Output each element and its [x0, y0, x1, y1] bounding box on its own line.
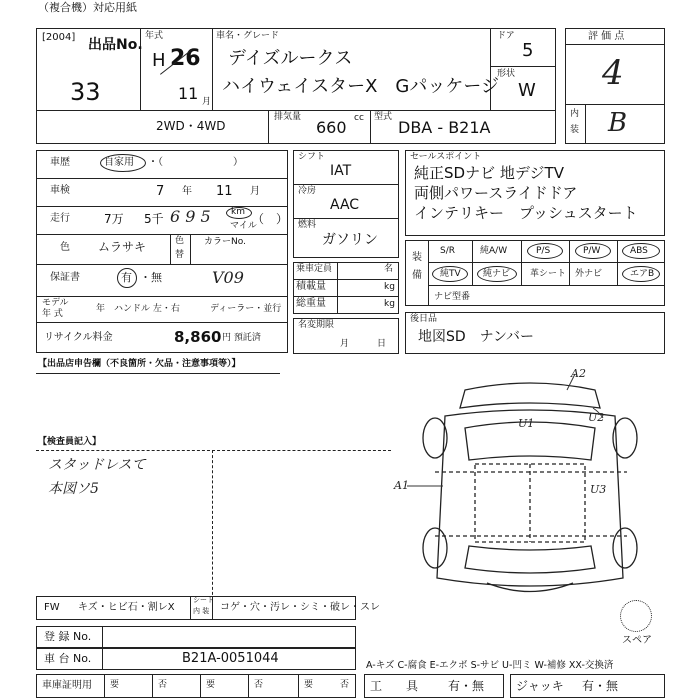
seller-notes-label: 【出品店申告欄（不良箇所・欠品・注意事項等）】	[38, 359, 241, 369]
dealer-text: ディーラー・並行	[210, 304, 282, 314]
garage-cell-5: 要	[304, 680, 314, 690]
seat-label-2: 内 装	[193, 607, 210, 615]
inspection-label: 車検	[50, 185, 70, 196]
model-value: DBA - B21A	[398, 118, 491, 137]
drive-type: 2WD・4WD	[156, 119, 226, 133]
month-value: 11	[178, 84, 199, 103]
equip-abs: ABS	[630, 246, 648, 256]
warranty-no: ・無	[140, 271, 162, 284]
equip-navi: 純ナビ	[483, 269, 511, 279]
recycle-unit: 円 預託済	[222, 333, 261, 343]
color-value: ムラサキ	[98, 240, 147, 254]
color-label: 色	[60, 242, 70, 253]
doors-value: 5	[522, 40, 534, 61]
spare-label: スペア	[622, 635, 652, 646]
car-label: 車名・グレード	[216, 31, 280, 41]
equip-seat: 革シート	[530, 269, 567, 279]
sales-point-1: 純正SDナビ 地デジTV	[414, 164, 564, 182]
ac-value: AAC	[330, 197, 360, 213]
year-era: H	[152, 50, 166, 71]
displacement-unit: cc	[354, 113, 364, 123]
name-change-label: 名変期限	[298, 320, 335, 330]
shift-value: IAT	[330, 163, 352, 179]
model-year-label-1: モデル	[42, 298, 69, 308]
jack-value: 有・無	[582, 679, 619, 693]
capacity-label: 乗車定員	[296, 264, 333, 274]
mark-a2: A2	[571, 367, 586, 380]
history-own: 自家用	[104, 157, 134, 168]
car-grade: ハイウェイスターX Gパッケージ	[222, 76, 500, 97]
model-label: 型式	[374, 112, 393, 122]
equip-airbag: エアB	[630, 269, 655, 279]
shift-label: シフト	[298, 152, 326, 162]
ac-label: 冷房	[298, 186, 317, 196]
equip-ext-navi: 外ナビ	[575, 269, 603, 279]
equipment-label-2: 備	[412, 270, 422, 281]
warranty-yes: 有	[121, 271, 132, 284]
nav-model-label: ナビ型番	[434, 292, 471, 302]
recycle-label: リサイクル料金	[44, 332, 113, 343]
mileage-hand: 6 9 5	[170, 207, 211, 226]
lot-label: 出品No.	[88, 37, 143, 53]
weight-label: 総重量	[296, 298, 326, 309]
interior-value: B	[608, 108, 628, 138]
model-year-unit: 年	[96, 304, 106, 314]
equip-sr: S/R	[440, 246, 455, 256]
mileage-mile: マイル	[230, 221, 257, 231]
history-label: 車歴	[50, 157, 70, 168]
garage-cell-3: 要	[206, 680, 216, 690]
recycle-value: 8,860	[174, 328, 222, 346]
damage-legend: A-キズ C-腐食 E-エクボ S-サビ U-凹ミ W-補修 XX-交換済	[366, 660, 614, 671]
doors-label: ドア	[497, 31, 515, 41]
year-label: 年式	[145, 31, 164, 41]
chassis-value: B21A-0051044	[182, 651, 279, 666]
model-year-label-2: 年 式	[42, 309, 63, 319]
interior-label-1: 内	[570, 109, 580, 119]
equip-pw: P/W	[583, 246, 601, 256]
inspection-year: 7	[156, 184, 165, 199]
seat-text: コゲ・穴・汚レ・シミ・破レ・スレ	[220, 602, 380, 613]
car-name: デイズルークス	[228, 48, 353, 69]
fuel-value: ガソリン	[322, 232, 378, 248]
lot-stamp: [2004]	[42, 32, 76, 43]
weight-unit: kg	[384, 299, 395, 309]
lot-number: 33	[70, 78, 101, 106]
sales-point-2: 両側パワースライドドア	[414, 184, 578, 202]
jack-label: ジャッキ	[516, 679, 564, 693]
tools-value: 有・無	[448, 679, 485, 693]
inspector-note-2: 本図ソ5	[48, 481, 99, 497]
sales-point-label: セールスポイント	[410, 152, 482, 162]
mileage-label: 走行	[50, 213, 70, 224]
seat-label-1: シート	[193, 596, 214, 604]
tools-label: 工 具	[370, 679, 419, 693]
inspection-month: 11	[216, 184, 233, 199]
color-change-1: 色	[175, 236, 185, 246]
equip-aw: 純A/W	[480, 246, 508, 256]
fw-text: キズ・ヒビ石・割レX	[78, 602, 175, 613]
history-bracket: ・（ ）	[148, 157, 243, 168]
inspection-year-unit: 年	[182, 186, 192, 197]
name-change-unit: 月日	[340, 339, 415, 349]
garage-cell-6: 否	[340, 680, 350, 690]
car-diagram	[395, 368, 665, 608]
handle-text: ハンドル 左・右	[114, 304, 180, 314]
garage-label: 車庫証明用	[42, 680, 92, 691]
mileage-man: 7万	[104, 212, 124, 226]
load-label: 積載量	[296, 281, 326, 292]
score-label: 評 価 点	[588, 31, 625, 42]
shape-label: 形状	[497, 69, 516, 79]
mark-u2: U2	[588, 411, 605, 424]
mileage-sen: 5千	[144, 212, 164, 226]
score-value: 4	[602, 53, 624, 93]
equip-ps: P/S	[536, 246, 551, 256]
mark-u3: U3	[590, 483, 607, 496]
mileage-paren: （ ）	[252, 212, 289, 226]
color-change-2: 替	[175, 250, 185, 260]
fuel-label: 燃料	[298, 220, 317, 230]
shape-value: W	[518, 80, 536, 101]
header-note: （複合機）対応用紙	[38, 1, 137, 14]
mark-u1: U1	[518, 417, 535, 430]
registration-label: 登 録 No.	[44, 630, 92, 643]
year-value: 26	[170, 46, 201, 71]
mileage-km: km	[231, 207, 245, 217]
fw-label: FW	[44, 602, 60, 613]
interior-label-2: 装	[570, 125, 580, 135]
month-unit: 月	[202, 97, 212, 107]
load-unit: kg	[384, 282, 395, 292]
mark-a1: A1	[394, 479, 409, 492]
equip-tv: 純TV	[440, 269, 461, 279]
garage-cell-4: 否	[254, 680, 264, 690]
displacement-label: 排気量	[274, 112, 302, 122]
garage-cell-1: 要	[110, 680, 120, 690]
sales-point-3: インテリキー プッシュスタート	[414, 204, 638, 222]
equipment-label-1: 装	[412, 252, 422, 263]
garage-cell-2: 否	[158, 680, 168, 690]
capacity-unit: 名	[384, 264, 394, 274]
color-no-value: V09	[212, 268, 244, 287]
inspector-note-1: スタッドレスて	[48, 457, 146, 473]
aftermarket-label: 後日品	[410, 314, 438, 324]
aftermarket-value: 地図SD ナンバー	[418, 329, 534, 345]
chassis-label: 車 台 No.	[44, 652, 92, 665]
inspector-notes-label: 【検査員記入】	[38, 437, 102, 447]
inspection-month-unit: 月	[250, 186, 260, 197]
displacement-value: 660	[316, 118, 347, 137]
color-no-label: カラーNo.	[204, 237, 246, 247]
warranty-label: 保証書	[50, 272, 80, 283]
